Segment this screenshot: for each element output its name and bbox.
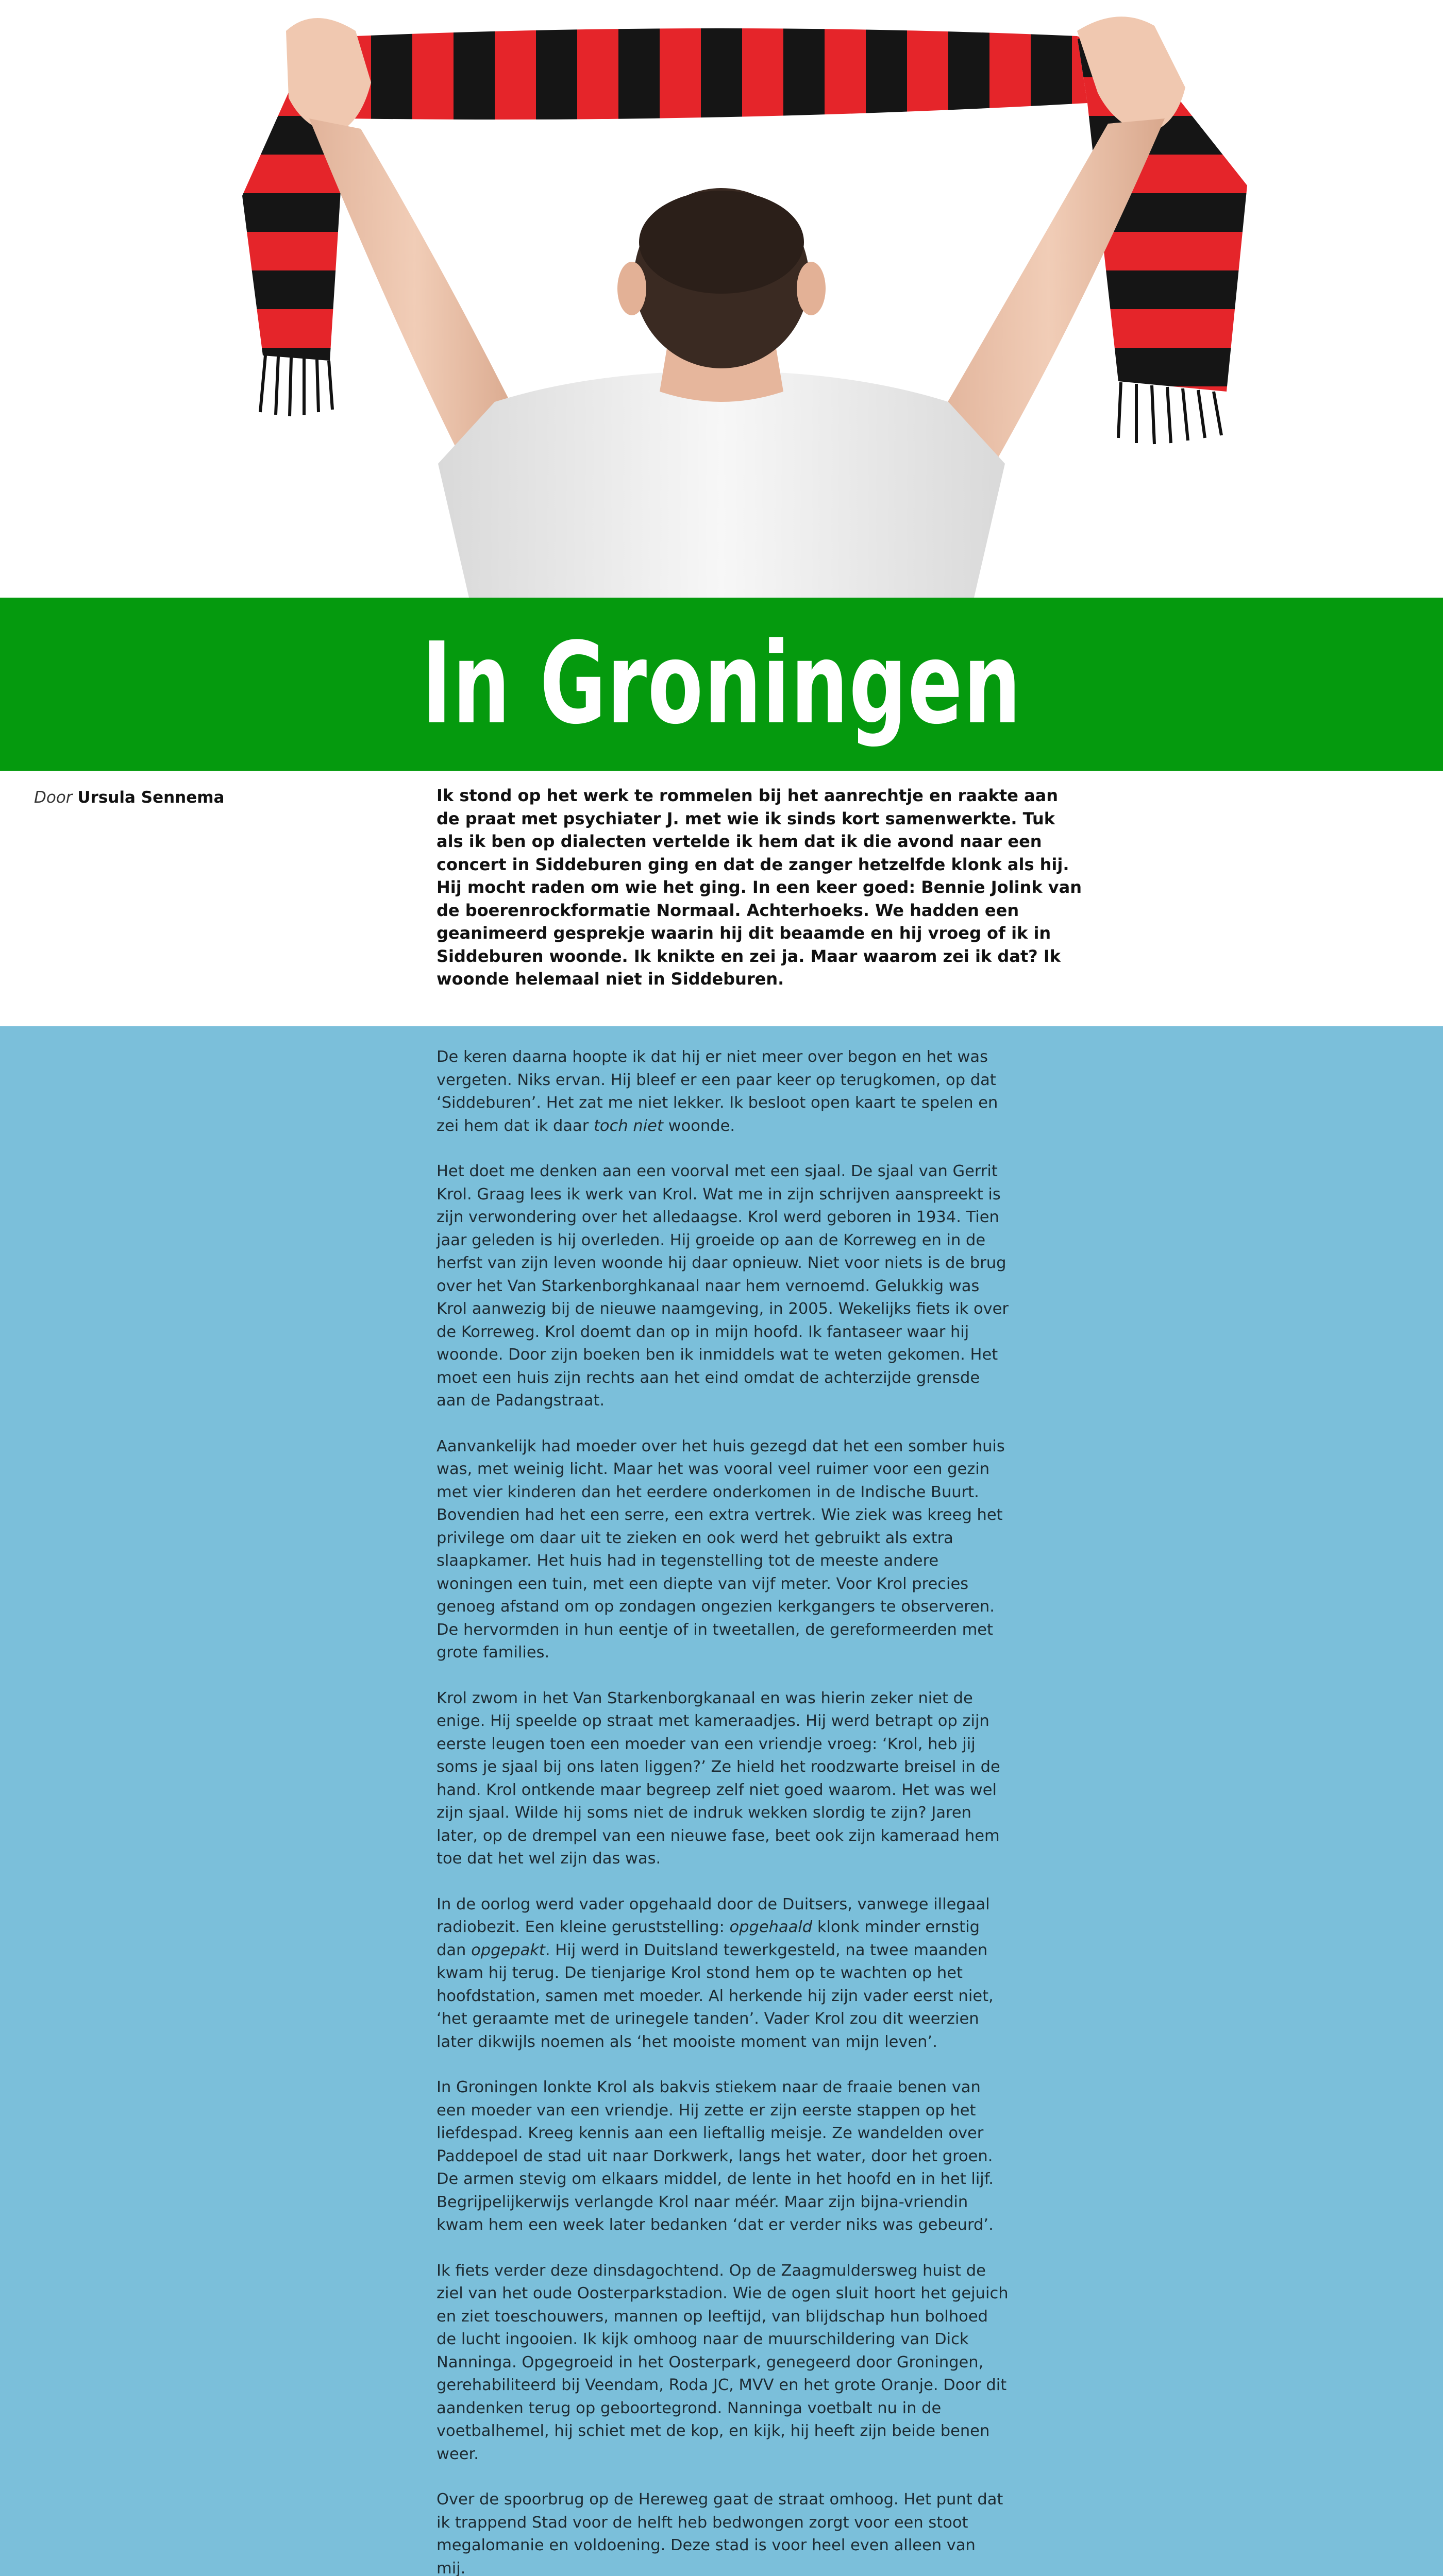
paragraph-5: In de oorlog werd vader opgehaald door de Duitsers, vanwege illegaal radiobezit. Een kleine geruststelling: opgehaald klonk minder ernstig dan opgepakt. Hij werd in Duitsland tewerkgesteld, na twee maanden kwam hij terug. De tienjarige Krol stond hem op te wachten op het hoofdstation, samen met moeder. Al herkende hij zijn vader eerst niet, ‘het geraamte met de urinegele tanden’. Vader Krol zou dit weerzien later dikwijls noemen als ‘het mooiste moment van mijn leven’. (437, 1895, 994, 2051)
paragraph-7: Ik fiets verder deze dinsdagochtend. Op de Zaagmuldersweg huist de ziel van het oude Oosterparkstadion. Wie de ogen sluit hoort het gejuich en ziet toeschouwers, mannen op leeftijd, van blijdschap hun bolhoed de lucht ingooien. Ik kijk omhoog naar de muurschildering van Dick Nanninga. Opgegroeid in het Oosterpark, genegeerd door Groningen, gerehabiliteerd bij Veendam, Roda JC, MVV en het grote Oranje. Door dit aandenken terug op geboortegrond. Nanninga voetbalt nu in de voetbalhemel, hij schiet met de kop, en kijk, hij heeft zijn beide benen weer. (437, 2261, 1009, 2463)
paragraph-4: Krol zwom in het Van Starkenborgkanaal en was hierin zeker niet de enige. Hij speelde op straat met kameraadjes. Hij werd betrapt op zijn eerste leugen toen een moeder van een vriendje vroeg: ‘Krol, heb jij soms je sjaal bij ons laten liggen?’ Ze hield het roodzwarte breisel in de hand. Krol ontkende maar begreep zelf niet goed waarom. Het was wel zijn sjaal. Wilde hij soms niet de indruk wekken slordig te zijn? Jaren later, op de drempel van een nieuwe fase, beet ook zijn kameraad hem toe dat het wel zijn das was. (437, 1689, 1000, 1868)
lede-paragraph: Ik stond op het werk te rommelen bij het aanrechtje en raakte aan de praat met psychiater J. met wie ik sinds kort samenwerkte. Tuk als ik ben op dialecten vertelde ik hem dat ik die avond naar een concert in Siddeburen ging en dat de zanger hetzelfde klonk als hij. Hij mocht raden om wie het ging. In een keer goed: Bennie Jolink van de boerenrockformatie Normaal. Achterhoeks. We hadden een geanimeerd gesprekje waarin hij dit beaamde en hij vroeg of ik in Siddeburen woonde. Ik knikte en zei ja. Maar waarom zei ik dat? Ik woonde helemaal niet in Siddeburen. (437, 786, 1082, 989)
scarf-fringe-left (260, 355, 332, 416)
byline-author: Ursula Sennema (77, 788, 225, 807)
paragraph-6: In Groningen lonkte Krol als bakvis stiekem naar de fraaie benen van een moeder van een vriendje. Hij zette er zijn eerste stappen op het liefdespad. Kreeg kennis aan een lieftallig meisje. Ze wandelden over Paddepoel de stad uit naar Dorkwerk, langs het water, door het groen. De armen stevig om elkaars middel, de lente in het hoofd en in het lijf. Begrijpelijkerwijs verlangde Krol naar méér. Maar zijn bijna-vriendin kwam hem een week later bedanken ‘dat er verder niks was gebeurd’. (437, 2078, 994, 2234)
emphasis-toch-niet: toch niet (593, 1116, 663, 1135)
paragraph-1: De keren daarna hoopte ik dat hij er niet meer over begon en het was vergeten. Niks ervan. Hij bleef er een paar keer op terugkomen, op dat ‘Siddeburen’. Het zat me niet lekker. Ik besloot open kaart te spelen en zei hem dat ik daar toch niet woonde. (437, 1048, 998, 1135)
title-band (0, 598, 1443, 771)
left-ear (617, 262, 646, 315)
white-shirt (438, 371, 1005, 598)
article-text (437, 1046, 1009, 2576)
intro-section (0, 771, 1443, 1026)
paragraph-8: Over de spoorbrug op de Hereweg gaat de straat omhoog. Het punt dat ik trappend Stad voor de helft heb bedwongen zorgt voor een stoot megalomanie en voldoening. Deze stad is voor heel even alleen van mij. (437, 2490, 1003, 2576)
paragraph-3: Aanvankelijk had moeder over het huis gezegd dat het een somber huis was, met weinig licht. Maar het was vooral veel ruimer voor een gezin met vier kinderen dan het eerdere onderkomen in de Indische Buurt. Bovendien had het een serre, een extra vertrek. Wie ziek was kreeg het privilege om daar uit te zieken en ook werd het gebruikt als extra slaapkamer. Het huis had in tegenstelling tot de meeste andere woningen een tuin, met een diepte van vijf meter. Voor Krol precies genoeg afstand om op zondagen ongezien kerkgangers te observeren. De hervormden in hun eentje of in tweetallen, de gereformeerden met grote families. (437, 1437, 1005, 1662)
right-ear (797, 262, 826, 315)
scarf-fan-illustration (0, 0, 1443, 598)
article-body-section (0, 1026, 1443, 2576)
scarf-top (345, 28, 1087, 120)
emphasis-opgepakt: opgepakt (471, 1941, 545, 1959)
page-title: In Groningen (422, 619, 1021, 749)
emphasis-opgehaald: opgehaald (729, 1918, 813, 1936)
byline-prefix: Door (34, 788, 73, 807)
scarf-fringe-right (1118, 382, 1221, 444)
paragraph-2: Het doet me denken aan een voorval met een sjaal. De sjaal van Gerrit Krol. Graag lees ik werk van Krol. Wat me in zijn schrijven aanspreekt is zijn verwondering over het alledaagse. Krol werd geboren in 1934. Tien jaar geleden is hij overleden. Hij groeide op aan de Korreweg en in de herfst van zijn leven woonde hij daar opnieuw. Niet voor niets is de brug over het Van Starkenborghkanaal naar hem vernoemd. Gelukkig was Krol aanwezig bij de nieuwe naamgeving, in 2005. Wekelijks fiets ik over de Korreweg. Krol doemt dan op in mijn hoofd. Ik fantaseer waar hij woonde. Door zijn boeken ben ik inmiddels wat te weten gekomen. Het moet een huis zijn rechts aan het eind omdat de achterzijde grensde aan de Padangstraat. (437, 1162, 1009, 1410)
byline (34, 786, 224, 809)
hero-image (0, 0, 1443, 598)
